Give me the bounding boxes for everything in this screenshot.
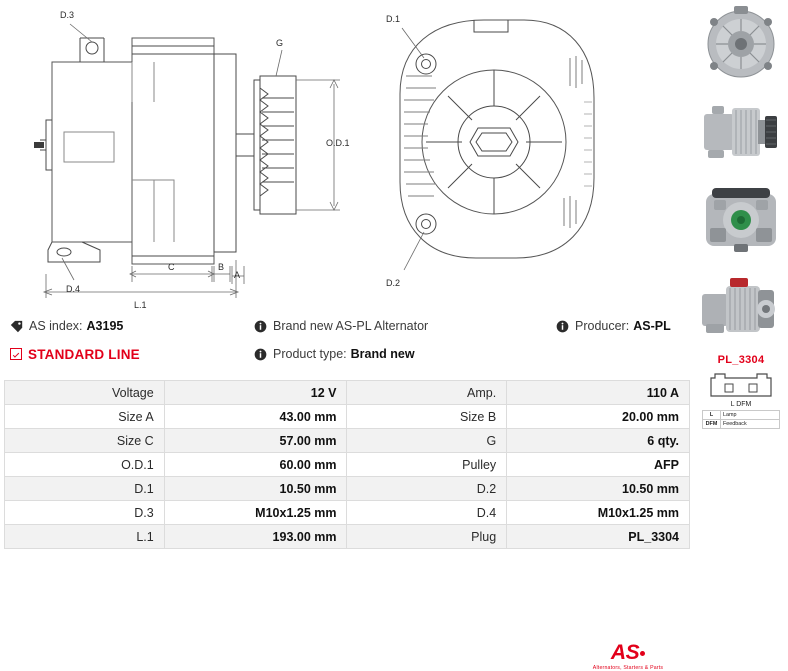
product-description-text: Brand new AS-PL Alternator [273,319,429,333]
table-row [5,405,690,429]
as-pl-logo-text: AS [610,641,640,664]
alternator-side-view-drawing [4,2,352,308]
spec-value: M10x1.25 mm [164,501,347,525]
product-type [254,347,415,361]
standard-line-badge [10,347,140,362]
spec-value: PL_3304 [507,525,690,549]
table-row [5,453,690,477]
as-index-label: AS index: [29,319,83,333]
info-icon [254,348,267,361]
spec-value: 43.00 mm [164,405,347,429]
svg-text:O.D.1: O.D.1 [326,138,350,148]
spec-value: 10.50 mm [507,477,690,501]
table-row [5,429,690,453]
plug-label: L DFM [730,401,752,408]
photo-rear-graphic [694,176,788,264]
as-pl-logo-tagline: Alternators, Starters & Parts [592,665,664,671]
pin-id: DFM [703,420,721,429]
svg-text:G: G [276,38,284,48]
svg-text:A: A [234,270,241,280]
spec-value: M10x1.25 mm [507,501,690,525]
as-pl-logo [570,642,686,671]
alternator-photo-side[interactable] [694,88,788,176]
spec-key: Size B [347,405,507,429]
technical-drawings [0,0,694,310]
spec-value: 12 V [164,381,347,405]
svg-text:D.2: D.2 [386,278,401,288]
info-row-2 [0,340,694,368]
pin-function: Feedback [721,420,780,429]
spec-key: Voltage [5,381,165,405]
svg-text:D.4: D.4 [66,284,81,294]
table-row [5,525,690,549]
spec-key: Plug [347,525,507,549]
photo-angle-graphic [694,264,788,352]
spec-key: D.2 [347,477,507,501]
alternator-photo-rear[interactable] [694,176,788,264]
svg-text:B: B [218,262,225,272]
spec-value: 10.50 mm [164,477,347,501]
svg-text:C: C [168,262,175,272]
checkbox-checked-icon [10,348,22,360]
product-photo-strip [694,0,788,553]
as-pl-logo-mark [611,642,645,663]
photo-front-graphic [694,0,788,88]
alternator-front-view-drawing [356,2,666,308]
info-icon [556,320,569,333]
as-index [10,319,123,333]
producer [556,319,671,333]
producer-value: AS-PL [633,319,671,333]
svg-text:D.1: D.1 [386,14,401,24]
spec-key: L.1 [5,525,165,549]
table-row [703,420,780,429]
spec-value: 57.00 mm [164,429,347,453]
spec-value: 20.00 mm [507,405,690,429]
table-row [5,381,690,405]
photo-side-graphic [694,88,788,176]
producer-label: Producer: [575,319,630,333]
info-row-1 [0,312,694,340]
specifications-table [4,380,690,549]
spec-key: Pulley [347,453,507,477]
as-index-value: A3195 [86,319,124,333]
spec-key: Amp. [347,381,507,405]
pin-id: L [703,411,721,420]
table-row [5,501,690,525]
spec-value: 193.00 mm [164,525,347,549]
svg-text:D.3: D.3 [60,10,75,20]
product-description [254,319,428,333]
spec-key: O.D.1 [5,453,165,477]
spec-key: D.1 [5,477,165,501]
spec-key: Size A [5,405,165,429]
plug-code: PL_3304 [717,354,765,366]
spec-value: 60.00 mm [164,453,347,477]
plug-diagram [694,352,788,462]
spec-key: G [347,429,507,453]
spec-key: Size C [5,429,165,453]
alternator-photo-angle[interactable] [694,264,788,352]
tag-icon [10,320,23,333]
pin-function: Lamp [721,411,780,420]
spec-value: 6 qty. [507,429,690,453]
table-row [5,477,690,501]
info-icon [254,320,267,333]
table-row [703,411,780,420]
svg-text:L.1: L.1 [134,300,147,310]
product-type-label: Product type: [273,347,347,361]
spec-value: AFP [507,453,690,477]
spec-key: D.3 [5,501,165,525]
alternator-photo-front[interactable] [694,0,788,88]
plug-pin-table [702,410,780,429]
product-type-value: Brand new [350,347,415,361]
spec-key: D.4 [347,501,507,525]
plug-shape-icon [703,369,779,403]
logo-dot [640,651,645,656]
spec-value: 110 A [507,381,690,405]
standard-line-label: STANDARD LINE [28,346,140,362]
